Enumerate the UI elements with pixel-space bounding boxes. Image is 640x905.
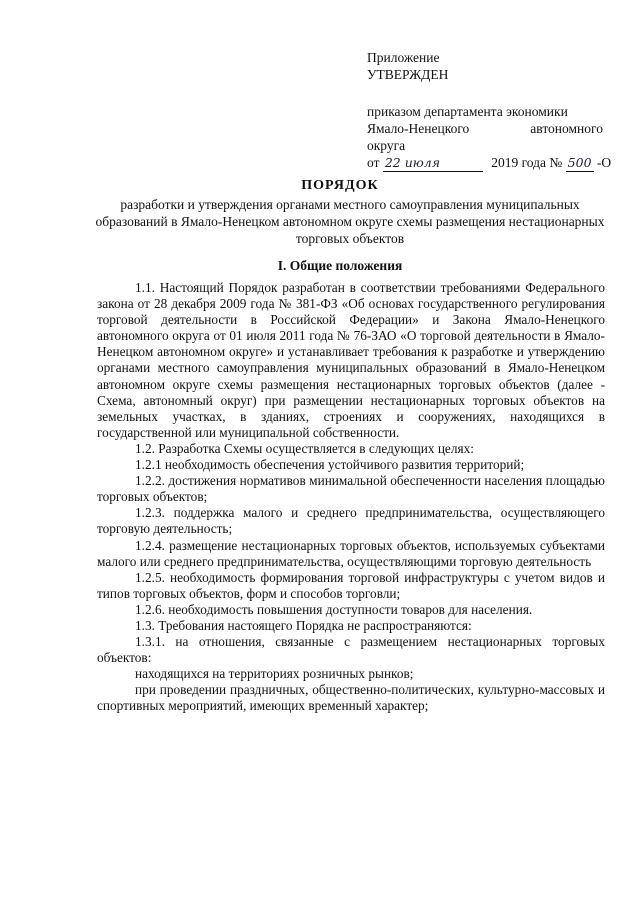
year-label: 2019 года №: [491, 155, 563, 170]
date-number-line: [367, 154, 612, 172]
list-item-events: при проведении праздничных, общественно-политических, культурно-массовых и спортивных мероприятий, имеющих временный характер;: [97, 682, 605, 714]
handwritten-date: 22 июля: [383, 154, 483, 172]
approved-label: УТВЕРЖДЕН: [367, 67, 449, 82]
from-label: от: [367, 155, 380, 170]
okrug-line: округа: [367, 138, 406, 153]
region-line: [367, 120, 603, 137]
paragraph-1-3: 1.3. Требования настоящего Порядка не распространяются:: [135, 617, 472, 633]
document-subtitle: разработки и утверждения органами местного самоуправления муниципальных образований в Ямало-Ненецком автономном округе схемы размещения нестационарных торговых объектов: [95, 197, 605, 246]
spacer: [367, 83, 603, 103]
paragraph-1-2-4: 1.2.4. размещение нестационарных торговых объектов, используемых субъектами малого или среднего предпринимательства, осуществляющими торговую деятельность: [97, 537, 605, 569]
region-type: автономного: [530, 121, 603, 136]
order-line: приказом департамента экономики: [367, 104, 568, 119]
paragraph-1-2-1: 1.2.1 необходимость обеспечения устойчивого развития территорий;: [135, 457, 525, 473]
paragraph-1-2: 1.2. Разработка Схемы осуществляется в следующих целях:: [135, 440, 474, 456]
paragraph-1-1: 1.1. Настоящий Порядок разработан в соответствии требованиями Федерального закона от 28 декабря 2009 года № 381-ФЗ «Об основах государственного регулирования торговой деятельности в Российской Федерации» и Закона Ямало-Ненецкого автономного округа от 01 июля 2011 года № 76-ЗАО «О торговой деятельности в Ямало-Ненецком автономном округе» и устанавливает требования к разработке и утверждению органами местного самоуправления муниципальных образований в Ямало-Ненецком автономном округе схемы размещения нестационарных торговых объектов (далее - Схема, автономный округ) при размещении нестационарных торговых объектов на земельных участках, в зданиях, строениях и сооружениях, находящихся в государственной или муниципальной собственности.: [97, 280, 605, 440]
paragraph-1-3-1: 1.3.1. на отношения, связанные с размещением нестационарных торговых объектов:: [97, 634, 605, 666]
list-item-markets: находящихся на территориях розничных рынков;: [135, 666, 414, 682]
document-title: ПОРЯДОК: [301, 178, 379, 193]
paragraph-1-2-3: 1.2.3. поддержка малого и среднего предпринимательства, осуществляющего торговую деятельность;: [97, 505, 605, 537]
appendix-label: Приложение: [367, 50, 440, 65]
paragraph-1-2-6: 1.2.6. необходимость повышения доступности товаров для населения.: [135, 601, 533, 617]
paragraph-1-2-2: 1.2.2. достижения нормативов минимальной обеспеченности населения площадью торговых объектов;: [97, 473, 605, 505]
section-heading: I. Общие положения: [277, 258, 403, 273]
document-body: [97, 280, 605, 715]
handwritten-number: 500: [567, 155, 592, 170]
region-name: Ямало-Ненецкого: [367, 121, 470, 136]
paragraph-1-2-5: 1.2.5. необходимость формирования торговой инфраструктуры с учетом видов и типов торговых объектов, форм и способов торговли;: [97, 569, 605, 601]
approval-block: [367, 49, 612, 172]
number-suffix: -О: [596, 155, 612, 170]
